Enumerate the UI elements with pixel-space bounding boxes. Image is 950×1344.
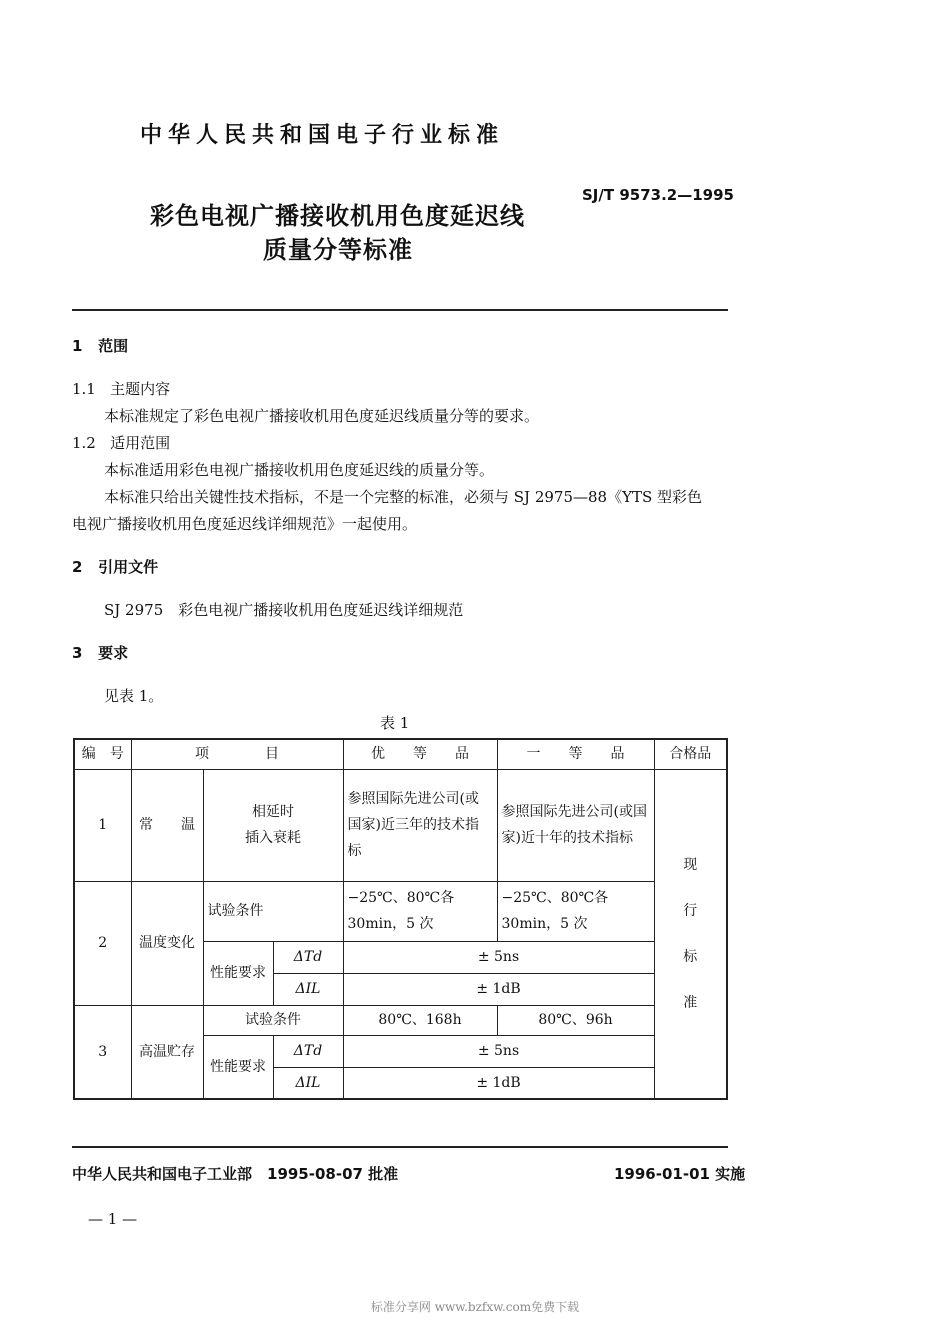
document-title-line2: 质量分等标准 — [263, 236, 413, 264]
row3-il-label: ΔIL — [273, 1067, 343, 1099]
requirements-table — [73, 738, 728, 1100]
row3-category: 高温贮存 — [131, 1005, 203, 1099]
section-1-1-heading: 1.1 主题内容 — [72, 380, 171, 398]
section-3-text: 见表 1。 — [104, 687, 164, 705]
table-header-row — [74, 739, 727, 769]
header-item: 项 目 — [131, 739, 343, 769]
header-no: 编 号 — [74, 739, 131, 769]
row1-superior: 参照国际先进公司(或国家)近三年的技术指标 — [343, 769, 497, 881]
table-row — [74, 881, 727, 941]
qualified-cell: 现 行 标 准 — [654, 769, 727, 1099]
row3-performance-label: 性能要求 — [203, 1035, 273, 1099]
section-1-2-heading: 1.2 适用范围 — [72, 434, 171, 452]
section-3-heading: 3 要求 — [72, 644, 129, 662]
row2-il-value: ± 1dB — [343, 973, 654, 1005]
row2-condition-superior: −25℃、80℃各 30min，5 次 — [343, 881, 497, 941]
row1-first: 参照国际先进公司(或国家)近十年的技术指标 — [497, 769, 654, 881]
row2-td-value: ± 5ns — [343, 941, 654, 973]
row3-condition-first: 80℃、96h — [497, 1005, 654, 1035]
watermark: 标准分享网 www.bzfxw.com免费下载 — [370, 1300, 580, 1314]
section-1-2-text2a: 本标准只给出关键性技术指标，不是一个完整的标准，必须与 SJ 2975—88《YTS 型彩色 — [104, 488, 703, 506]
standard-number: SJ/T 9573.2—1995 — [582, 186, 734, 204]
org-standard-heading: 中华人民共和国电子行业标准 — [140, 123, 505, 148]
footer-ministry-approval: 中华人民共和国电子工业部 1995-08-07 批准 — [72, 1165, 399, 1183]
page-number: — 1 — — [88, 1210, 138, 1228]
header-superior: 优 等 品 — [343, 739, 497, 769]
row2-condition-label: 试验条件 — [203, 881, 343, 941]
document-title-line1: 彩色电视广播接收机用色度延迟线 — [150, 202, 525, 230]
row2-no: 2 — [74, 881, 131, 1005]
header-qualified: 合格品 — [654, 739, 727, 769]
row3-td-value: ± 5ns — [343, 1035, 654, 1067]
header-divider — [72, 309, 728, 311]
row2-category: 温度变化 — [131, 881, 203, 1005]
row3-td-label: ΔTd — [273, 1035, 343, 1067]
footer-effective-date: 1996-01-01 实施 — [614, 1165, 746, 1183]
section-1-2-text1: 本标准适用彩色电视广播接收机用色度延迟线的质量分等。 — [104, 461, 495, 479]
row2-td-label: ΔTd — [273, 941, 343, 973]
row3-condition-label: 试验条件 — [203, 1005, 343, 1035]
table-caption: 表 1 — [380, 714, 410, 732]
table-row — [74, 1005, 727, 1035]
row2-condition-first: −25℃、80℃各 30min，5 次 — [497, 881, 654, 941]
section-1-2-text2b: 电视广播接收机用色度延迟线详细规范》一起使用。 — [72, 515, 418, 533]
row3-condition-superior: 80℃、168h — [343, 1005, 497, 1035]
row3-no: 3 — [74, 1005, 131, 1099]
section-2-heading: 2 引用文件 — [72, 558, 159, 576]
row2-performance-label: 性能要求 — [203, 941, 273, 1005]
table-row — [74, 769, 727, 881]
row1-no: 1 — [74, 769, 131, 881]
row3-il-value: ± 1dB — [343, 1067, 654, 1099]
section-1-heading: 1 范围 — [72, 337, 129, 355]
section-2-reference: SJ 2975 彩色电视广播接收机用色度延迟线详细规范 — [104, 601, 464, 619]
row1-category: 常 温 — [131, 769, 203, 881]
footer-divider — [72, 1146, 728, 1148]
row1-item: 相延时 插入衰耗 — [203, 769, 343, 881]
header-first: 一 等 品 — [497, 739, 654, 769]
section-1-1-text: 本标准规定了彩色电视广播接收机用色度延迟线质量分等的要求。 — [104, 407, 540, 425]
row2-il-label: ΔIL — [273, 973, 343, 1005]
